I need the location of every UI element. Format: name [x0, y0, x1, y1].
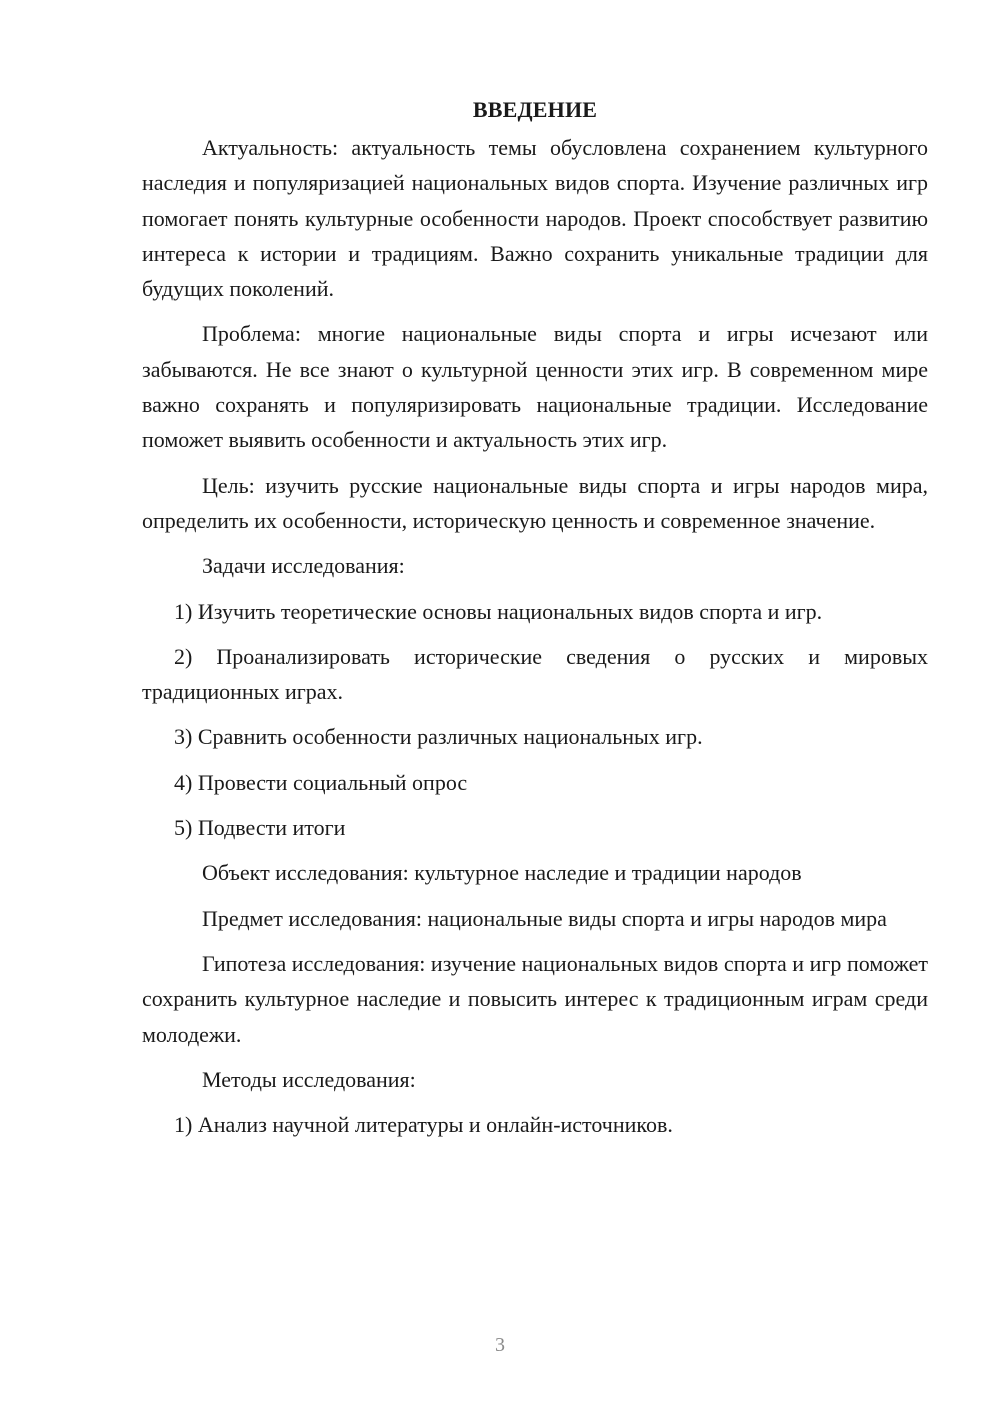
page-title: ВВЕДЕНИЕ [472, 97, 598, 122]
document-page [142, 92, 928, 1142]
method-item-1: 1) Анализ научной литературы и онлайн-источников. [174, 1112, 673, 1138]
task-item-1: 1) Изучить теоретические основы национальных видов спорта и игр. [174, 598, 823, 624]
paragraph-hypothesis: Гипотеза исследования: изучение национальных видов спорта и игр поможет сохранить культурное наследие и повысить интерес к традиционным играм среди молодежи. [142, 950, 928, 1047]
task-item-5: 5) Подвести итоги [174, 815, 346, 841]
task-item-2: 2) Проанализировать исторические сведения о русских и мировых традиционных играх. [142, 643, 928, 705]
tasks-heading: Задачи исследования: [202, 553, 405, 579]
task-item-3: 3) Сравнить особенности различных национальных игр. [174, 724, 703, 750]
paragraph-goal: Цель: изучить русские национальные виды спорта и игры народов мира, определить их особенности, историческую ценность и современное значение. [142, 472, 928, 533]
paragraph-object: Объект исследования: культурное наследие и традиции народов [202, 860, 802, 886]
paragraph-subject: Предмет исследования: национальные виды спорта и игры народов мира [202, 905, 887, 931]
paragraph-problem: Проблема: многие национальные виды спорта и игры исчезают или забываются. Не все знают о культурной ценности этих игр. В современном мире важно сохранять и популяризировать национальные традиции. Исследование поможет выявить особенности и актуальность этих игр. [142, 321, 928, 453]
paragraph-relevance: Актуальность: актуальность темы обусловлена сохранением культурного наследия и популяризацией национальных видов спорта. Изучение различных игр помогает понять культурные особенности народов. Проект способствует развитию интереса к истории и традициям. Важно сохранить уникальные традиции для будущих поколений. [142, 135, 928, 302]
page-number: 3 [495, 1334, 505, 1356]
task-item-4: 4) Провести социальный опрос [174, 769, 468, 795]
methods-heading: Методы исследования: [202, 1066, 416, 1092]
